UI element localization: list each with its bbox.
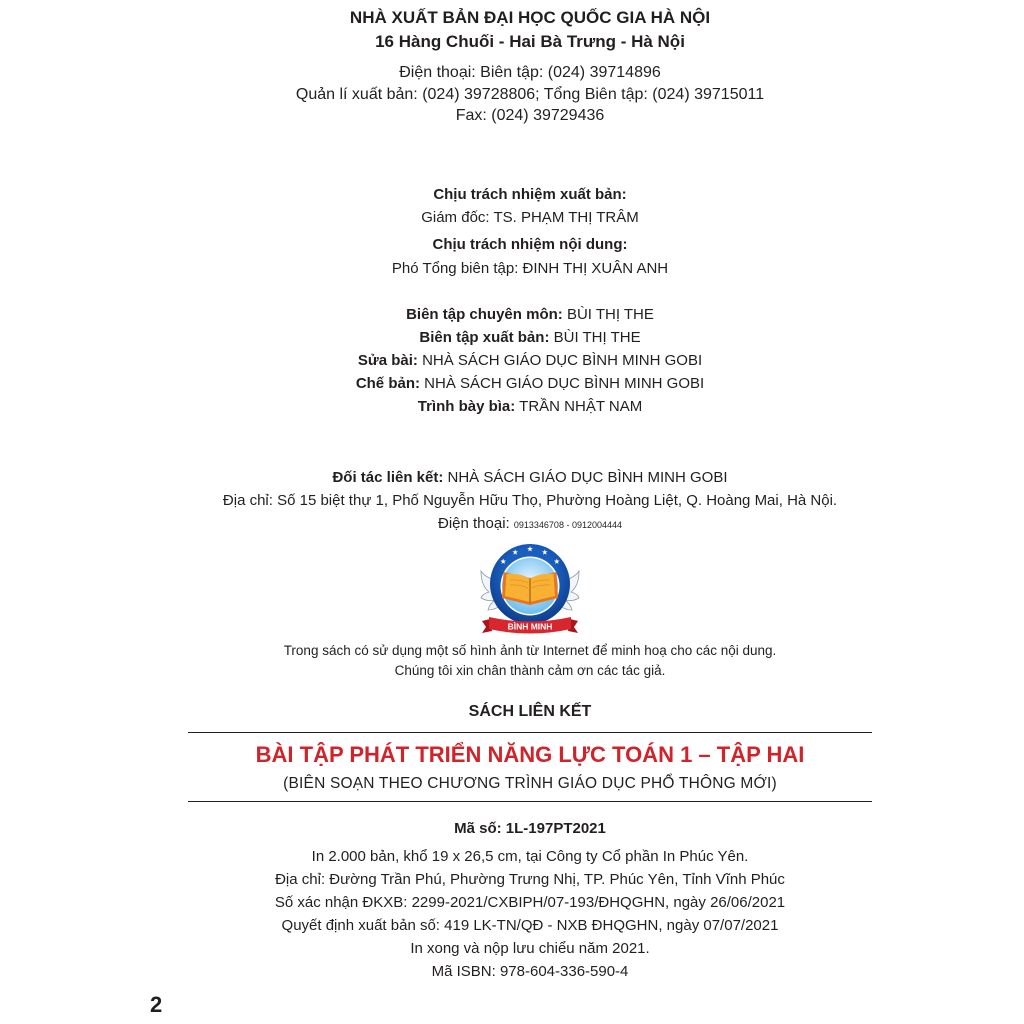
credit-value: BÙI THỊ THE: [553, 329, 641, 346]
partner-phone-label: Điện thoại:: [438, 515, 510, 532]
partner-name: NHÀ SÁCH GIÁO DỤC BÌNH MINH GOBI: [447, 469, 728, 486]
imprint-line: In 2.000 bản, khổ 19 x 26,5 cm, tại Công ty Cổ phần In Phúc Yên.: [311, 848, 749, 865]
publishing-responsibility-person: Giám đốc: TS. PHẠM THỊ TRÂM: [421, 209, 639, 226]
partner-phone-numbers: 0913346708 - 0912004444: [513, 520, 622, 530]
publisher-fax: Fax: (024) 39729436: [455, 107, 605, 124]
credit-value: NHÀ SÁCH GIÁO DỤC BÌNH MINH GOBI: [422, 352, 703, 369]
credit-line: [60, 305, 1000, 325]
partner-line: [60, 468, 1000, 488]
publisher-phone-management: Quản lí xuất bản: (024) 39728806; Tổng Biên tập: (024) 39715011: [295, 86, 765, 103]
credit-label: Biên tập xuất bản:: [419, 329, 550, 346]
imprint-line: Địa chỉ: Đường Trần Phú, Phường Trưng Nhị, TP. Phúc Yên, Tỉnh Vĩnh Phúc: [275, 871, 785, 888]
credit-label: Biên tập chuyên môn:: [406, 306, 563, 323]
bottom-divider: [188, 801, 872, 802]
acknowledgement-line: Chúng tôi xin chân thành cảm ơn các tác giả.: [394, 663, 666, 678]
book-subtitle: (BIÊN SOẠN THEO CHƯƠNG TRÌNH GIÁO DỤC PHỔ THÔNG MỚI): [283, 775, 777, 792]
credit-line: [60, 328, 1000, 348]
imprint-code: Mã số: 1L-197PT2021: [454, 820, 606, 837]
top-divider: [188, 732, 872, 733]
credit-label: Sửa bài:: [357, 352, 418, 369]
imprint-line: Quyết định xuất bản số: 419 LK-TN/QĐ - NXB ĐHQGHN, ngày 07/07/2021: [281, 917, 779, 934]
partner-address: Địa chỉ: Số 15 biệt thự 1, Phố Nguyễn Hữu Thọ, Phường Hoàng Liệt, Q. Hoàng Mai, Hà Nội.: [222, 492, 838, 509]
imprint-line: Mã ISBN: 978-604-336-590-4: [431, 963, 629, 980]
binh-minh-logo: [480, 541, 580, 637]
credit-label: Trình bày bìa:: [417, 398, 516, 415]
imprint-line: In xong và nộp lưu chiểu năm 2021.: [410, 940, 650, 957]
credit-value: BÙI THỊ THE: [566, 306, 654, 323]
series-label: SÁCH LIÊN KẾT: [468, 703, 592, 720]
book-title: BÀI TẬP PHÁT TRIỂN NĂNG LỰC TOÁN 1 – TẬP HAI: [255, 742, 805, 767]
page-number: 2: [150, 992, 163, 1017]
partner-phone: [60, 514, 1000, 535]
publisher-name: NHÀ XUẤT BẢN ĐẠI HỌC QUỐC GIA HÀ NỘI: [349, 8, 711, 27]
publisher-address: 16 Hàng Chuối - Hai Bà Trưng - Hà Nội: [375, 32, 685, 51]
credit-value: TRẦN NHẬT NAM: [519, 398, 643, 415]
partner-label: Đối tác liên kết:: [332, 469, 444, 486]
content-responsibility-heading: Chịu trách nhiệm nội dung:: [432, 236, 628, 253]
content-responsibility-person: Phó Tổng biên tập: ĐINH THỊ XUÂN ANH: [391, 260, 669, 277]
publishing-responsibility-heading: Chịu trách nhiệm xuất bản:: [433, 186, 627, 203]
logo-text: BÌNH MINH: [507, 621, 553, 632]
imprint-line: Số xác nhận ĐKXB: 2299-2021/CXBIPH/07-193/ĐHQGHN, ngày 26/06/2021: [274, 894, 786, 911]
credit-line: [60, 351, 1000, 371]
credit-line: [60, 374, 1000, 394]
acknowledgement-line: Trong sách có sử dụng một số hình ảnh từ Internet để minh hoạ cho các nội dung.: [283, 643, 777, 658]
credit-value: NHÀ SÁCH GIÁO DỤC BÌNH MINH GOBI: [424, 375, 705, 392]
publisher-phone-editorial: Điện thoại: Biên tập: (024) 39714896: [399, 64, 661, 81]
credit-line: [60, 397, 1000, 417]
credit-label: Chế bản:: [355, 375, 420, 392]
